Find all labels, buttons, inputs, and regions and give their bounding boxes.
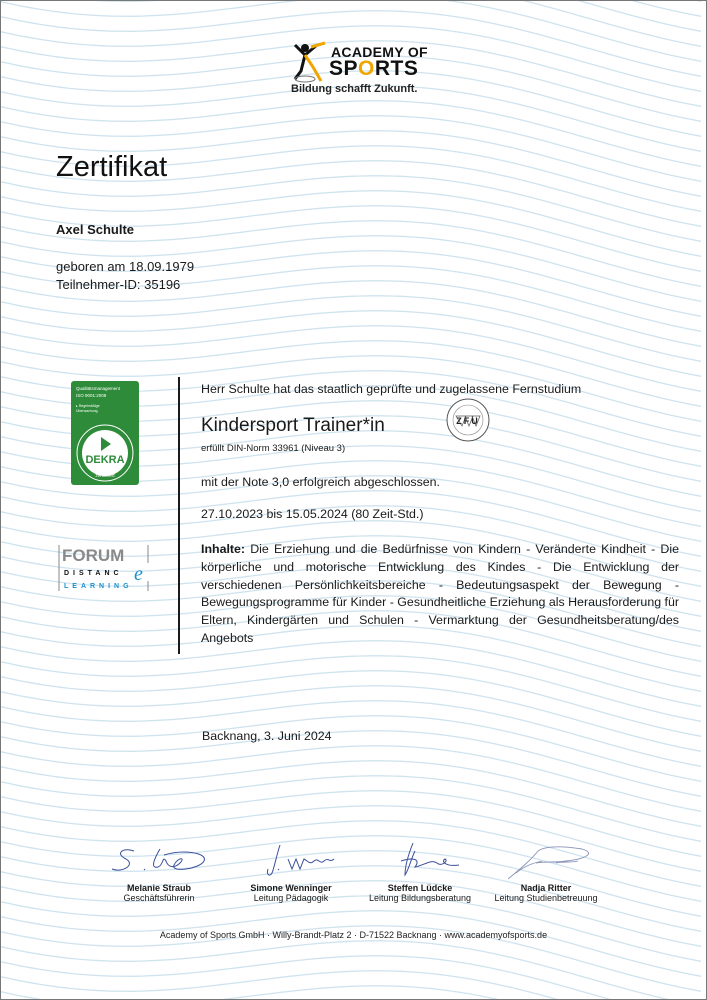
- course-intro: Herr Schulte hat das staatlich geprüfte und zugelassene Fernstudium: [201, 382, 582, 396]
- logo-tagline: Bildung schafft Zukunft.: [291, 83, 418, 95]
- signature-block: Nadja Ritter Leitung Studienbetreuung: [476, 839, 616, 903]
- svg-text:Überwachung: Überwachung: [76, 409, 98, 413]
- signature-block: Steffen Lüdcke Leitung Bildungsberatung: [350, 839, 490, 903]
- zfu-seal-icon: [445, 397, 491, 443]
- forum-logo-icon: [56, 541, 156, 596]
- wave-line: [1, 956, 701, 999]
- svg-text:DEKRA: DEKRA: [85, 454, 125, 466]
- svg-text:▸ Regelmäßige: ▸ Regelmäßige: [76, 404, 100, 408]
- svg-text:ZFU: ZFU: [456, 416, 480, 426]
- wave-line: [1, 986, 701, 999]
- logo-line-2: SPORTS: [329, 57, 419, 80]
- signature-block: Melanie Straub Geschäftsführerin: [89, 839, 229, 903]
- zfu-seal: [445, 397, 491, 443]
- dekra-badge: [71, 381, 139, 485]
- signature-melanie-straub: [104, 839, 214, 881]
- svg-text:DISTANC: DISTANC: [64, 570, 123, 577]
- contents-text: Die Erziehung und die Bedürfnisse von Kindern - Veränderte Kindheit - Die körperliche und motorische Entwicklung des Kindes - Die Entwicklung der verschiedenen Persönlichkeitsbereiche - Bedeutungsaspekt der Bewegung - Bewegungsprogramme für Kinder - Gesundheitliche Erziehung als Herausforderung für Eltern, Kindergärten und Schulen - Vermarktung der Gesundheitsberatung/des Angebots: [201, 542, 679, 645]
- course-period: 27.10.2023 bis 15.05.2024 (80 Zeit-Std.): [201, 507, 424, 521]
- place-and-date: Backnang, 3. Juni 2024: [202, 729, 332, 743]
- company-footer: Academy of Sports GmbH · Willy-Brandt-Platz 2 · D-71522 Backnang · www.academyofsports.de: [159, 930, 548, 940]
- svg-text:ISO 9001:2008: ISO 9001:2008: [76, 393, 107, 398]
- forum-distance-learning-logo: [56, 541, 156, 596]
- certificate-title: Zertifikat: [56, 151, 168, 183]
- athlete-icon: [291, 41, 331, 83]
- svg-text:Qualitätsmanagement: Qualitätsmanagement: [76, 386, 121, 391]
- svg-text:FORUM: FORUM: [62, 546, 125, 565]
- signature-steffen-luedcke: [365, 839, 475, 881]
- svg-text:LEARNING: LEARNING: [64, 583, 133, 590]
- logo-line-1: ACADEMY OF: [331, 44, 428, 60]
- participant-id: Teilnehmer-ID: 35196: [56, 277, 181, 292]
- grade-statement: mit der Note 3,0 erfolgreich abgeschlossen.: [201, 475, 440, 489]
- signature-block: Simone Wenninger Leitung Pädagogik: [221, 839, 361, 903]
- svg-text:zertifiziert: zertifiziert: [95, 473, 115, 478]
- participant-name: Axel Schulte: [56, 222, 135, 237]
- signature-nadja-ritter: [486, 839, 606, 881]
- wave-line: [1, 1, 701, 16]
- signature-simone-wenninger: [236, 839, 346, 881]
- din-norm: erfüllt DIN-Norm 33961 (Niveau 3): [201, 443, 346, 454]
- birth-date: geboren am 18.09.1979: [56, 259, 195, 274]
- vertical-divider: [178, 377, 180, 654]
- course-contents: [201, 541, 679, 648]
- dekra-seal-icon: [71, 381, 139, 485]
- academy-of-sports-logo: [291, 41, 431, 101]
- wave-line: [1, 1, 701, 46]
- svg-text:e: e: [134, 563, 143, 585]
- contents-label: Inhalte:: [201, 542, 246, 556]
- wave-line: [1, 971, 701, 999]
- course-title: Kindersport Trainer*in: [201, 415, 385, 436]
